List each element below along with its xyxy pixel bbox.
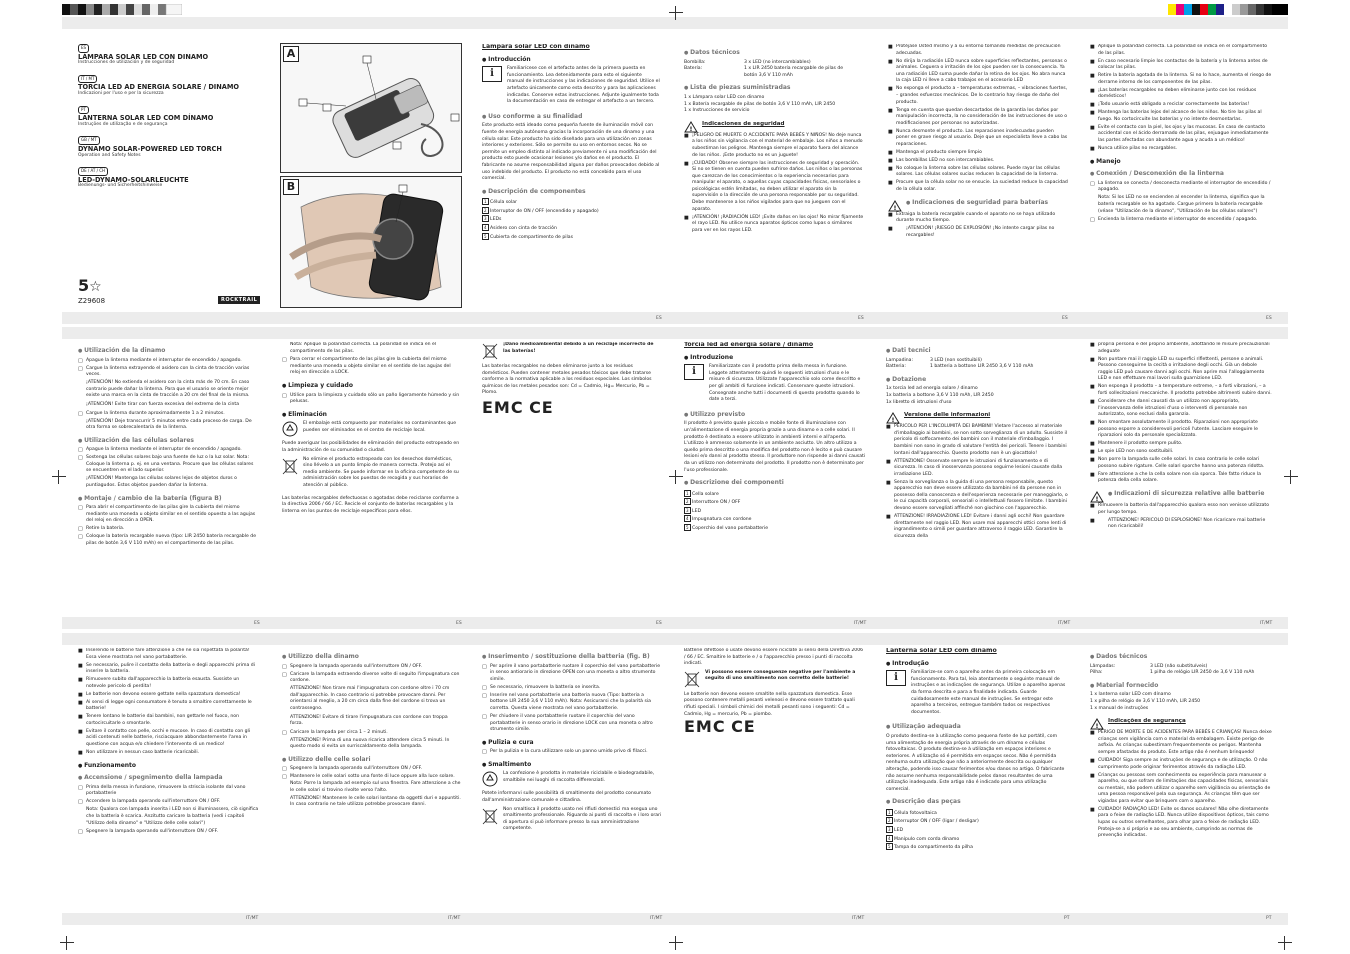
heading-dados: ● Dados técnicos: [1090, 654, 1272, 661]
cover-subtitle: Instrucciones de utilización y de seguridad: [78, 60, 175, 66]
ce-mark-icon: CE: [731, 717, 756, 737]
list-item: ■ ¡Las baterías recargables no deben eliminarse junto con los residuos domésticos!: [1090, 88, 1272, 101]
list-item: □ Retire la batería.: [78, 526, 260, 533]
list-item: □ Utilice para la limpieza y cuidado sólo un paño ligeramente húmedo y sin pelusas.: [282, 393, 462, 406]
page-footer: IT/MT: [246, 916, 259, 921]
list-item: ■ Non esponga il prodotto – a temperature estreme, – a forti vibrazioni, – a forti sollecitazioni meccaniche. Il prodotto potrebbe altrimenti subire danni.: [1090, 384, 1272, 397]
spec-row: Bombilla: 3 x LED (no intercambiables): [684, 59, 811, 65]
figure-label: A: [283, 46, 299, 62]
es-column-6: [282, 342, 462, 612]
safety-item: ■ PERIGO DE MORTE E DE ACIDENTES PARA BEBÉS E CRIANÇAS! Nunca deixe crianças sem vigilância com o material da embalagem. Existe perigo de asfixia. As crianças subestimam frequentemente os perigos. Mantenha sempre afastadas do produto. Este artigo não é nenhum brinquedo!: [1090, 730, 1272, 756]
list-item: ■ ¡Todo usuario está obligado a reciclar correctamente las baterías!: [1090, 102, 1272, 109]
heading-funzionamento: ● Funzionamento: [78, 763, 260, 770]
list-item: 4 Asidero con cinta de tracción: [484, 225, 557, 232]
cover-entry: [78, 75, 268, 98]
note: ATTENZIONE! Non tirare mai l'impugnatura con cordone oltre i 70 cm dall'apparecchio. In caso contrario si potrebbe provocare danni. Per orientarsi al meglio, a 20 cm circa dalla fine del cordone si trova un contrassegno.: [290, 686, 450, 711]
list-item: 3 LED: [686, 507, 702, 514]
note: ¡ATENCIÓN! No extienda el asidero con la cinta más de 70 cm. En caso contrario puede dañar la linterna. Para que el usuario se oriente mejor existe una marca en la cinta de tracción a 20 cm del final de la misma.: [86, 380, 250, 399]
note: ATTENZIONE! Mantenere le celle solari lontano da oggetti duri e appuntiti. In caso contrario ne tale utilizzo potrebbe provocare danni.: [290, 795, 461, 808]
list-item: 1 Célula solar: [484, 199, 517, 206]
item-number: 4: [484, 225, 487, 231]
es-column-4: [1090, 44, 1272, 309]
list-item: 3 LED: [888, 827, 904, 834]
safety-item: ■ CUIDADO! Siga sempre as instruções de segurança e de utilização. O não cumprimento pode originar ferimentos através da radiação LED.: [1090, 758, 1272, 771]
list-item: □ Spegnere la lampada operando sull'interruttore ON / OFF.: [282, 766, 462, 773]
heading-components: ● Descripción de componentes: [482, 189, 660, 196]
list-item: 5 Tampa do compartimento da pilha: [888, 844, 973, 851]
safety-item: ■ ATTENZIONE! Osservate sempre le istruzioni di funzionamento e di sicurezza. In caso di inosservanza possono seguirne lesioni causate dalla irradiazione LED.: [886, 459, 1068, 479]
list-item: □ La linterna se conecta / desconecta mediante el interruptor de encendido / apagado.: [1090, 181, 1272, 194]
battery-warning: Vi possono essere conseguenze negative per l'ambiente a seguito di uno smaltimento non corretto delle batterie!: [684, 670, 864, 688]
list-item: □ Apague la linterna mediante el interruptor de encendido / apagado.: [78, 447, 260, 454]
list-item: 1x libretto di istruzioni d'uso: [886, 399, 952, 405]
heading-dinamo: ● Utilizzo della dinamo: [282, 654, 462, 661]
list-item: ■ propria persona e del proprio ambiente, adottando le misure precauzionali adeguate: [1090, 342, 1272, 355]
emc-mark: [684, 717, 864, 737]
list-item: ■ Nunca utilice pilas no recargables.: [1090, 146, 1272, 153]
list-item: ■ No dirija la radiación LED nunca sobre superficies reflectantes, personas o animales. Ceguera o irritación de los ojos pueden ser la consecuencia. Ya una radiación LED suma puede dañar la retina de los ojos. No abra nunca la caja LED ni lleve a cabo trabajos en el accesorio LED: [888, 59, 1068, 85]
section-title: Torcia led ad energia solare / dinamo: [684, 342, 814, 348]
info-icon: i: [684, 364, 704, 380]
list-item: □ Per la pulizia e la cura utilizzare solo un panno umido privo di filacci.: [482, 749, 662, 756]
registration-strip-left: [62, 4, 182, 15]
list-item: □ Para abrir el compartimento de las pilas gire la cubierta del mismo mediante una moneda u objeto similar en el sentido opuesto a las agujas del reloj en dirección a OPEN.: [78, 505, 260, 525]
safety-item: ■ Senza la sorveglianza o la guida di una persona responsabile, questo apparecchio non deve essere utilizzato da bambini né da persone non in possesso della conoscenza e dell'esperienza necessarie per maneggiarlo, o le cui capacità corporali, sensoriali o intellettuali fossero limitate. I bambini devono essere sorvegliati affinché non giochino con l'apparecchio.: [886, 480, 1068, 513]
list-item: □ Cargue la linterna durante aproximadamente 1 a 2 minutos.: [78, 411, 260, 418]
heading-utilizacao: ● Utilização adequada: [886, 724, 1068, 731]
list-item: □ Cargue la linterna extrayendo el asidero con la cinta de tracción varias veces.: [78, 366, 260, 379]
page-footer: IT/MT: [854, 621, 867, 626]
list-item: 1 Célula fotovoltaica: [888, 809, 937, 816]
safety-item: ■ ATTENZIONE! IRRADIAZIONE LED! Evitare i danni agli occhi! Non guardare direttamente nel raggio LED. Non usare mai apparecchi ottici come lenti di ingrandimento o simili per guardare attraverso il raggio LED. Garantire la sicurezza della: [886, 514, 1068, 540]
page-footer: ES: [656, 316, 662, 321]
bin-block: Non smaltisca il prodotto usato nei rifiuti domestici ma esegua uno smaltimento professionale. Riguardo ai punti di raccolta e i loro orari di apertura si può informare presso la sua amministrazione competente.: [482, 807, 662, 835]
crossed-bin-icon: [482, 342, 498, 360]
registration-strip-right: [1168, 4, 1288, 15]
safety-heading: ! Versione delle informazioni: [886, 412, 1068, 424]
note: ¡ATENCIÓN! Deje transcurrir 5 minutos entre cada proceso de carga. De otra forma se sobrecalentaría de la linterna.: [86, 418, 252, 431]
es-column-7: [482, 342, 662, 612]
paragraph: Le batterie non devono essere smaltite nella spazzatura domestica. Esse possono contenere metalli pesanti velenosi e devono essere trattate quali rifiuti speciali. I simboli chimici dei metalli pesanti sono i seguenti: Cd = Cadmio, Hg = mercurio, Pb = piombo.: [684, 691, 855, 717]
info-icon: i: [886, 670, 906, 686]
info-block: i Familiarizzate con il prodotto prima della messa in funzione. Leggete attentamente quindi le seguenti istruzioni d'uso e le misure di sicurezza. Utilizzate l'apparecchio solo come descritto e per gli ambiti di funzione indicati. Conservare queste istruzioni. Consegnate anche tutti i documenti di questo prodotto quando lo date a terzi.: [684, 364, 866, 406]
list-item: ■ No coloque la linterna sobre las células solares. Puede rayar las células solares. Las células solares sucias reducen la capacidad de la linterna.: [888, 166, 1068, 179]
cover-title: LED-DYNAMO-SOLARLEUCHTE: [78, 175, 189, 184]
es-column-1: [482, 44, 660, 309]
language-badge: GB / MT: [78, 136, 100, 145]
cover-entry: [78, 136, 268, 159]
battery-warning: ¡Daño medioambiental debido a un reciclaje incorrecto de las baterías!: [482, 342, 662, 360]
heading-descricao: ● Descrição das peças: [886, 799, 1068, 806]
pt-column-2: [1090, 648, 1272, 910]
band-row2-bottom: [62, 617, 1288, 629]
figure-label: B: [283, 179, 299, 195]
list-item: ■ Mantenere il prodotto sempre pulito.: [1090, 441, 1272, 448]
list-item: □ Sostenga las células solares bajo una fuente de luz o la luz solar. Nota: Coloque la linterna p. ej. en una ventana. Procure que las células solares se encuentren en el lado superior.: [78, 455, 260, 475]
safety-item: ■ CUIDADO! RADIAÇÃO LED! Evite os danos oculares! Não olhe diretamente para o feixe de radiação LED. Nunca utilize dispositivos ópticos, tais como lupas ou outros semelhantes, para olhar para o feixe de radiação LED. Proteja-se a si próprio e ao seu ambiente, cumprindo as normas de prevenção indicadas.: [1090, 807, 1272, 840]
list-item: 1x torcia led ad energia solare / dinamo: [886, 386, 978, 392]
list-item: ■ Non utilizzare in nessun caso batterie ricaricabili.: [78, 750, 260, 757]
heading-dotazione: ● Dotazione: [886, 377, 1068, 384]
note: Nota: Aplique la polaridad correcta. La polaridad se indica en el compartimento de las pilas.: [290, 342, 437, 354]
section-title: Lanterna solar LED com dínamo: [886, 648, 997, 654]
svg-text:!: !: [1095, 496, 1099, 503]
paragraph: Las baterías recargables defectuosas o agotadas debe reciclarse conforme a la directiva 2006 / 66 / EC. Recicle el conjunto de baterías recargables y la linterna en los puntos de reciclaje específicos para ellos.: [282, 495, 459, 514]
page-footer: ES: [254, 621, 260, 626]
cover-subtitle: Bedienungs- und Sicherheitshinweise: [78, 183, 163, 189]
page-footer: IT/MT: [650, 916, 663, 921]
cover-entry: [78, 106, 268, 129]
crop-mark: [669, 6, 683, 20]
info-icon: i: [482, 66, 502, 82]
note: ¡ATENCIÓN! Mantenga las células solares lejos de objetos duros o puntiagudos. Estos objetos pueden dañar la linterna.: [86, 476, 237, 489]
warning-icon: [684, 121, 698, 133]
list-item: 1x batteria a bottone 3,6 V 110 mAh, LIR 2450: [886, 392, 994, 398]
cover-subtitle: Indicazioni per l'uso e per la sicurezza: [78, 90, 164, 96]
recycle-block: El embalaje está compuesto por materiales no contaminantes que pueden ser eliminados en el centro de reciclaje local.: [282, 421, 462, 437]
brand-logo: ROCKTRAIL: [218, 296, 260, 304]
paragraph: Il prodotto è previsto quale piccola e mobile fonte di illuminazione con un'alimentazione di energia propria grazie a una dinamo e a celle solari. Il prodotto è destinato a essere utilizzato in ambienti interni e all'aperto. L'utilizzo è ammesso solamente in un ambiente asciutto. Un altro utilizzo a quello prima descritto o una modifica del prodotto non è lecito e può causare lesioni e/o danni al prodotto stesso. Il produttore non risponde ai danni causati da un utilizzo non determinato del prodotto. Il prodotto non è determinato per l'uso professionale.: [684, 421, 866, 473]
pt-column-1: [886, 648, 1068, 910]
list-item: ■ Procure que la célula solar no se ensucie. La suciedad reduce la capacidad de la célula solar.: [888, 180, 1068, 193]
list-item: 3 LEDs: [484, 216, 502, 223]
cover-title: TORCIA LED AD ENERGIA SOLARE / DINAMO: [78, 83, 240, 92]
list-item: □ Se necessario, rimuovere la batteria se inserita.: [482, 685, 662, 692]
svg-text:!: !: [1095, 723, 1099, 731]
bin-block: No elimine el producto estropeado con los desechos domésticos, sino llévelo a un punto limpio de manera correcta. Protejo así el medio ambiente. Se puede informar en la oficina competente de su administración sobre los puestos de recogida y sus horarios de atención al público.: [282, 457, 462, 492]
heading-datos: ● Datos técnicos: [684, 50, 864, 57]
warning-icon: [1090, 491, 1104, 503]
list-item: ■ ¡ATENCIÓN! ¡RIESGO DE EXPLOSIÓN! ¡No intente cargar pilas no recargables!: [888, 226, 1068, 239]
list-item: 5 Cubierta de compartimento de pilas: [484, 233, 573, 240]
warning-icon: [1090, 718, 1104, 730]
safety-heading: ! Indicações de segurança: [1090, 718, 1272, 730]
heading-celle: ● Utilizzo delle celle solari: [282, 757, 462, 764]
spec-row: Lâmpadas: 3 LED (não substituíveis): [1090, 663, 1208, 669]
list-item: ■ Non puntare mai il raggio LED su superfici riflettenti, persone o animali. Possono conseguirne la cecità o irritazione degli occhi. Già un debole raggio LED può causare danni agli occhi. Non aprire mai l'alloggiamento LED e non effettuare mai lavori sulla guarnizione LED.: [1090, 357, 1272, 383]
item-number: 2: [484, 207, 487, 213]
crop-mark: [52, 470, 66, 484]
heading-limpieza: ● Limpieza y cuidado: [282, 383, 462, 390]
battery-safety-heading: ! ● Indicazioni di sicurezza relative alle batterie: [1090, 491, 1272, 503]
band-row2-top: [62, 327, 1288, 339]
page-footer: IT/MT: [852, 916, 865, 921]
note: ATTENZIONE! Evitare di tirare l'impugnatura con cordone con troppa forza.: [290, 714, 448, 727]
spec-row: Pilha: 1 pilha de relógio LIR 2450 de 3,6 V 110 mAh: [1090, 670, 1255, 676]
language-badge: IT / MT: [78, 75, 97, 84]
list-item: 1 x manual de instruções: [1090, 705, 1149, 711]
page-footer: ES: [1266, 316, 1272, 321]
list-item: □ Apague la linterna mediante el interruptor de encendido / apagado.: [78, 358, 260, 365]
safety-item: ■ ¡PELIGRO DE MUERTE O ACCIDENTE PARA BEBÉS Y NIÑOS! No deje nunca a los niños sin vigilancia con el material de embalaje. Los niños a menudo subestiman los peligros. Mantenga siempre el aparato fuera del alcance de los niños. ¡Este producto no es un juguete!: [684, 133, 864, 159]
heading-uso: ● Uso conforme a su finalidad: [482, 114, 660, 121]
list-item: □ Coloque la batería recargable nueva (tipo: LIR 2450 batería recargable de pilas de botón 3,6 V 110 mAh) en el compartimento de las pilas.: [78, 534, 260, 547]
list-item: 2 Interruptor ON / OFF (ligar / desligar): [888, 818, 979, 825]
emc-logo: EMC: [684, 717, 726, 737]
list-item: □ Prima della messa in funzione, rimuovere la striscia isolante dal vano portabatterie: [78, 785, 260, 798]
heading-utilizzo: ● Utilizzo previsto: [684, 412, 866, 419]
language-badge: PT: [78, 106, 89, 115]
paragraph: Batterie difettose o usate devono essere riciclate ai sensi della Direttiva 2006 / 66 / EC. Smaltire le batterie e / o l'apparecchio presso i punti di raccolta indicati.: [684, 648, 864, 667]
paragraph: O produto destina-se à utilização como pequena fonte de luz portátil, com uma alimentação de energia própria através de um dínamo e células fotovoltaicas. O produto destina-se à utilização em espaços interiores e exteriores. A utilização só é permitida em espaços secos. Não é permitida nenhuma outra utilização que não a anteriormente descrita ou qualquer alteração, podendo isso causar ferimentos e/ou danos no artigo. O fabricante não assume nenhuma responsabilidade pelos danos resultantes de uma utilização inadequada. Este artigo não é indicado para uma utilização comercial.: [886, 733, 1065, 792]
component-list: [482, 198, 660, 241]
heading-manejo: ● Manejo: [1090, 159, 1272, 166]
heading-inserimento: ● Inserimento / sostituzione della batteria (fig. B): [482, 654, 662, 661]
cover-subtitle: Instruções de utilização e de segurança: [78, 121, 168, 127]
list-item: ■ Evitare il contatto con pelle, occhi e mucose. In caso di contatto con gli acidi contenuti nelle batterie, risciacquare abbondantemente l'area in questione con acqua e/o chiedere l'intervento di un medico!: [78, 729, 260, 749]
list-item: □ Per aprire il vano portabatterie ruotare il coperchio del vano portabatterie in senso antiorario in direzione OPEN con una moneta o altro strumento simile.: [482, 664, 662, 684]
heading-componenti: ● Descrizione dei componenti: [684, 480, 866, 487]
list-item: ■ Extraiga la batería recargable cuando el aparato no se haya utilizado durante mucho tiempo.: [888, 212, 1068, 225]
model-number: Z29608: [78, 297, 106, 305]
list-item: 1 x Instrucciones de servicio: [684, 108, 750, 114]
paragraph: Las baterías recargables no deben eliminarse junto a los residuos domésticos. Pueden contener metales pesados tóxicos que debe tratarse conforme a la normativa aplicable a los residuos especiales. Los símbolos químicos de los metales pesados son: Cd = Cadmio, Hg= Mercurio, Pb = Plomo.: [482, 364, 652, 396]
list-item: 1 x Batería recargable de pilas de botón 3,6 V 110 mAh, LIR 2450: [684, 101, 836, 107]
crossed-bin-icon: [482, 807, 498, 825]
it-column-5: [282, 648, 462, 910]
list-item: ■ Considerare che danni causati da un utilizzo non appropriato, l'inosservanza delle istruzioni d'uso o interventi di personale non autorizzato, sono esclusi dalla garanzia.: [1090, 399, 1272, 419]
heading-lista: ● Lista de piezas suministradas: [684, 85, 864, 92]
it-column-3: [1090, 342, 1272, 612]
page-footer: ES: [656, 621, 662, 626]
emc-mark: [482, 397, 662, 417]
list-item: 2 Interruttore ON / OFF: [686, 499, 741, 506]
list-item: ■ No exponga el producto a – temperaturas extremas, – vibraciones fuertes, – grandes esfuerzos mecánicos. De lo contrario hay riesgo de daño del producto.: [888, 86, 1068, 106]
list-item: ■ Non smontare assolutamente il prodotto. Riparazioni non appropriate possono esporre a considerevoli pericoli l'utente. Lasciare eseguire le riparazioni solo da personale specializzato.: [1090, 420, 1272, 440]
list-item: 1 x lanterna solar LED com dínamo: [1090, 692, 1171, 698]
list-item: □ Accendere la lampada operando sull'interruttore ON / OFF.: [78, 799, 260, 806]
heading-conexion: ● Conexión / Desconexión de la linterna: [1090, 171, 1272, 178]
figure-b: [280, 176, 462, 308]
cover-title: DYNAMO SOLAR-POWERED LED TORCH: [78, 144, 222, 153]
it-column-1: [684, 342, 866, 612]
crop-mark: [669, 936, 683, 950]
cover-subtitle: Operation and Safety Notes: [78, 152, 141, 158]
list-item: ■ Protéjase Usted mismo y a su entorno tomando medidas de precaución adecuadas.: [888, 44, 1068, 57]
emc-logo: EMC: [482, 397, 524, 417]
item-number: 3: [484, 216, 487, 222]
list-item: ■ Fare attenzione a che la cella solare non sia sporca. Tale fatto riduce la potenza della cella solare.: [1090, 472, 1272, 485]
page-footer: IT/MT: [1058, 621, 1071, 626]
torch-illustration: [281, 44, 461, 172]
star-icon: ☆: [89, 279, 102, 295]
language-badge: ES: [78, 44, 89, 53]
crop-mark: [1284, 470, 1298, 484]
note: ¡ATENCIÓN! Evite tirar con fuerza excesiva del extremo de la cinta: [86, 401, 240, 407]
heading-smaltimento: ● Smaltimento: [482, 762, 662, 769]
language-badge: DE / AT / CH: [78, 167, 108, 176]
paragraph: Puede averiguar las posibilidades de eliminación del producto estropeado en la administración de su comunidad o ciudad.: [282, 441, 460, 453]
list-item: ■ Tenere lontano le batterie dai bambini, non gettarle nel fuoco, non cortocircuitarle o smontarle.: [78, 714, 260, 727]
info-block: [482, 66, 660, 108]
page-footer: ES: [1062, 316, 1068, 321]
list-item: ■ Tenga en cuenta que quedan descartados de la garantía los daños por manipulación incorrecta, la no consideración de las instrucciones de uso o modificaciones por personas no autorizadas.: [888, 108, 1068, 128]
ce-mark-icon: CE: [529, 397, 554, 417]
note: Nota: Qualora con lampada inserita i LED non si illuminassero, ciò significa che la batteria è scarica. Anzitutto caricare la batteria (vedi i capitoli "Utilizzo della dinamo" e "Utilizzo delle celle solari"): [86, 807, 259, 826]
safety-item: ■ Crianças ou pessoas sem conhecimento ou experiência para manusear o aparelho, ou que sofram de limitações das capacidades físicas, sensoriais ou mentais, não podem utilizar o aparelho sem vigilância ou orientação de uma pessoa responsável pela sua segurança. As crianças têm que ser vigiadas para evitar que brinquem com o aparelho.: [1090, 773, 1272, 806]
it-column-4: [78, 648, 260, 910]
it-column-2: [886, 342, 1068, 612]
list-item: ■ Evite el contacto con la piel, los ojos y las mucosas. En caso de contacto accidental con el ácido derramado de las pilas, enjuague inmediatamente las partes afectadas con abundante agua y acuda a un médico!: [1090, 125, 1272, 145]
list-item: 1 Cella solare: [686, 490, 719, 497]
heading-accensione: ● Accensione / spegnimento della lampada: [78, 775, 260, 782]
section-title: Lámpara solar LED con dinamo: [482, 44, 590, 50]
recycle-block: La confezione è prodotta in materiale riciclabile e biodegradabile, smaltibile nei luoghi di raccolta differenziati.: [482, 771, 662, 787]
es-column-5: [78, 342, 260, 612]
spec-row: Lampadina: 3 LED (non sostituibili): [886, 357, 982, 363]
list-item: □ Inserire nel vano portabatterie una batteria nuova (Tipo: batteria a bottone LIR 2450 3,6 V 110 mAh). Nota: Assicurarsi che la polarità sia corretta. Questa viene mostrata nel vano portabatterie.: [482, 693, 662, 713]
note: Nota: Si los LED no se encienden al encender la linterna, significa que la batería recargable se ha agotado. Cargue primero la batería recargable (véase "Utilización de la dinamo", "Utilización de las células solares"): [1098, 195, 1265, 214]
cover-entry: [78, 44, 268, 67]
page-footer: PT: [1064, 916, 1070, 921]
list-item: □ Encienda la linterna mediante el interruptor de encendido / apagado.: [1090, 217, 1272, 224]
spec-row: Batteria: 1 batteria a bottone LIR 2450 3,6 V 110 mAh: [886, 364, 1034, 370]
heading-dati: ● Dati tecnici: [886, 348, 1068, 355]
crop-mark: [669, 470, 683, 484]
spec-row: Batería: 1 x LIR 2450 batería recargable de pilas de botón 3,6 V 110 mAh: [684, 66, 844, 78]
page-footer: IT/MT: [448, 916, 461, 921]
item-number: 5: [484, 233, 487, 239]
svg-text:!: !: [689, 125, 693, 133]
list-item: ■ Nunca desmonte el producto. Las reparaciones inadecuadas pueden poner en grave riesgo al usuario. Deje que un especialista lleve a cabo las reparaciones.: [888, 129, 1068, 149]
warning-icon: [886, 412, 900, 424]
heading-intro: ● Introducción: [482, 57, 660, 64]
warning-icon: [888, 200, 902, 212]
list-item: ■ Rimuovere subito dall'apparecchio la batteria esausta. Sussiste un notevole pericolo di perdita!: [78, 677, 260, 690]
crossed-bin-icon: [684, 670, 700, 688]
list-item: ■ Mantenga las baterías lejos del alcance de los niños. No tire las pilas al fuego. No cortocircuite las baterías y no intente desmontarlas.: [1090, 110, 1272, 123]
battery-safety-heading: ! ● Indicaciones de seguridad para baterías: [888, 200, 1068, 212]
list-item: □ Spegnere la lampada operando sull'interruttore ON / OFF.: [282, 664, 462, 671]
list-item: 5 Coperchio del vano portabatterie: [686, 525, 769, 532]
safety-item: ■ ¡ATENCIÓN! ¡RADIACIÓN LED! ¡Evite daños en los ojos! No mirar fijamente el rayo LED. No utilice nunca aparatos ópticos como lupas o similares para ver en los rayos LED.: [684, 215, 864, 235]
heading-celulas: ● Utilización de las células solares: [78, 438, 260, 445]
cover-title: LANTERNA SOLAR LED COM DÍNAMO: [78, 114, 214, 123]
list-item: ■ Non porre la lampada sulle celle solari. In caso contrario le celle solari possono subire rigature. Celle solari sporche hanno una potenza ridotta.: [1090, 457, 1272, 470]
page-footer: PT: [1266, 916, 1272, 921]
heading-intro: ● Introdução: [886, 661, 1068, 668]
list-item: ■ Ai sensi di legge ogni consumatore è tenuto a smaltire correttamente le batterie!: [78, 700, 260, 713]
crop-mark: [1278, 936, 1292, 950]
list-item: ■ Se necessario, pulire il contatto della batteria e degli apparecchi prima di inserire la batteria.: [78, 663, 260, 676]
uso-text: Este producto está ideado como pequeña fuente de iluminación móvil con fuente de energía autónoma gracias la incorporación de una dinamo y una célula solar. Este producto ha sido diseñado para una utilización en zonas interiores y exteriores. Sólo se permite su uso en entornos secos. No se permite un empleo distinto al indicado previamente ni una modificación del producto esto puede ocasionar lesiones y/o daños en el producto. El fabricante no asume responsabilidad alguna por daños provocados debido al uso indebido del producto. El producto no está concebido para el uso comercial.: [482, 123, 660, 182]
es-column-2: [684, 44, 864, 309]
warranty-years: 5: [78, 276, 90, 295]
list-item: ■ Rimuovere la batteria dall'apparecchio qualora esso non venisse utilizzato per lungo tempo.: [1090, 503, 1272, 516]
list-item: □ Caricare la lampada per circa 1 – 2 minuti.: [282, 730, 462, 737]
list-item: ■ Retire la batería agotada de la linterna. Si no lo hace, aumenta el riesgo de derrame interno de los componentes de las pilas.: [1090, 73, 1272, 86]
page-footer: ES: [858, 316, 864, 321]
list-item: 4 Impugnatura con cordone: [686, 516, 752, 523]
list-item: □ Per chiudere il vano portabatterie ruotare il coperchio del vano portabatterie in senso orario in direzione LOCK con una moneta o altro strumento simile.: [482, 714, 662, 734]
it-column-7: [684, 648, 864, 910]
safety-item: ■ ¡CUIDADO! Observe siempre las instrucciones de seguridad y operación. Si no se tienen en cuenta pueden sufrirse daños. Los niños o las personas que carezcan de los conocimientos o la experiencia necesarios para manipular el aparato, o aquellas cuyas capacidades físicas, sensoriales o psicológicas estén limitadas, no deben utilizar el aparato sin la supervisión o la dirección de una persona responsable por su seguridad. Debe mantenerse a los niños vigilados para que no jueguen con el aparato.: [684, 161, 864, 214]
safety-item: ■ PERICOLO PER L'INCOLUMITÀ DEI BAMBINI! Vietare l'accesso al materiale d'imballaggio ai bambini, se non sotto sorveglianza di un adulto. Sussiste il pericolo di soffocamento dei bambini con il materiale d'imballaggio. I bambini non sono in grado di valutare l'entità dei pericoli. Tenere i bambini lontani dall'apparecchio. Questo prodotto non è un giocattolo!: [886, 424, 1068, 457]
list-item: ■ En caso necesario limpie los contactos de la batería y la linterna antes de colocar las pilas.: [1090, 59, 1272, 72]
list-item: 1 x pilha de relógio de 3,6 V 110 mAh, LIR 2450: [1090, 698, 1201, 704]
list-item: 1 x Lámpara solar LED con dinamo: [684, 94, 765, 100]
band-row3-top: [62, 633, 1288, 645]
list-item: 4 Manípulo com corda dínamo: [888, 835, 960, 842]
recycle-icon: [482, 771, 498, 787]
safety-heading: ! Indicaciones de seguridad: [684, 121, 864, 133]
battery-illustration: [281, 177, 461, 307]
info-block: i Familiarize-se com o aparelho antes da primeira colocação em funcionamento. Para tal, leia atentamente o seguinte manual de instruções e as indicações de segurança. Utilize o aparelho apenas da forma descrita e para a finalidade indicada. Guarde cuidadosamente este manual de instruções. Se entregar este aparelho a terceiros, entregue também todos os respectivos documentos.: [886, 670, 1068, 718]
heading-intro: ● Introduzione: [684, 355, 866, 362]
list-item: ■ ATTENZIONE! PERICOLO DI ESPLOSIONE! Non ricaricare mai batterie non ricaricabili!: [1090, 518, 1272, 531]
page-footer: ES: [456, 621, 462, 626]
page-footer: IT/MT: [1260, 621, 1273, 626]
heading-dinamo: ● Utilización de la dinamo: [78, 348, 260, 355]
figure-a: [280, 43, 462, 173]
list-item: 2 Interruptor de ON / OFF (encendido y apagado): [484, 207, 599, 214]
intro-text: Familiarícese con el artefacto antes de la primera puesta en funcionamiento. Lea detenidamente para esto el siguiente manual de instrucciones y las indicaciones de seguridad. Utilice el artefacto únicamente como esta descrito y para las aplicaciones indicadas. Conserve estas instrucciones. Adjunte igualmente toda la documentación en caso de entregar el artefacto a un tercero.: [507, 66, 660, 105]
heading-material: ● Material fornecido: [1090, 683, 1272, 690]
svg-text:!: !: [891, 417, 895, 425]
list-item: ■ Inserendo le batterie fare attenzione a che ne sia rispettata la polarità! Essa viene mostrata nel vano portabatterie.: [78, 648, 260, 661]
cover-entry: [78, 167, 268, 190]
list-item: ■ Le spie LED non sono sostituibili.: [1090, 449, 1272, 456]
it-column-6: [482, 648, 662, 910]
list-item: □ Para cerrar el compartimento de las pilas gire la cubierta del mismo mediante una moneda u objeto similar en el sentido de las agujas del reloj en dirección a LOCK.: [282, 357, 462, 377]
crop-mark: [60, 936, 74, 950]
crossed-bin-icon: [282, 457, 298, 475]
list-item: □ Spegnere la lampada operando sull'interruttore ON / OFF.: [78, 829, 260, 836]
list-item: ■ Aplique la polaridad correcta. La polaridad se indica en el compartimento de las pilas.: [1090, 44, 1272, 57]
list-item: □ Mantenere le celle solari sotto una fonte di luce oppure alla luce solare. Nota: Porre la lampada ad esempio sul una finestra. Fare attenzione a che le celle solari si trovino rivolte verso l'alto.: [282, 774, 462, 794]
heading-montaje: ● Montaje / cambio de la batería (figura B): [78, 496, 260, 503]
paragraph: Potete informarvi sulle possibilità di smaltimento del prodotto consumato dall'amministrazione comunale e cittadina.: [482, 791, 651, 804]
list-item: ■ Le batterie non devono essere gettate nella spazzatura domestica!: [78, 692, 260, 699]
list-item: □ Caricare la lampada estraendo diverse volte di seguito l'impugnatura con cordone.: [282, 672, 462, 685]
svg-text:!: !: [893, 204, 897, 212]
cover-column: [78, 44, 268, 314]
note: ATTENZIONE! Prima di una nuova ricarica attendere circa 5 minuti. In questo modo si evita un surriscaldamento della lampada.: [290, 737, 450, 750]
warranty-badge: [78, 276, 102, 295]
es-column-3: [888, 44, 1068, 309]
list-item: ■ Las bombillas LED no son intercambiables.: [888, 158, 1068, 165]
heading-eliminacion: ● Eliminación: [282, 412, 462, 419]
list-item: ■ Mantenga el producto siempre limpio: [888, 150, 1068, 157]
cover-title: LÁMPARA SOLAR LED CON DINAMO: [78, 52, 209, 61]
recycle-icon: [282, 421, 298, 437]
item-number: 1: [484, 199, 487, 205]
heading-pulizia: ● Pulizia e cura: [482, 740, 662, 747]
